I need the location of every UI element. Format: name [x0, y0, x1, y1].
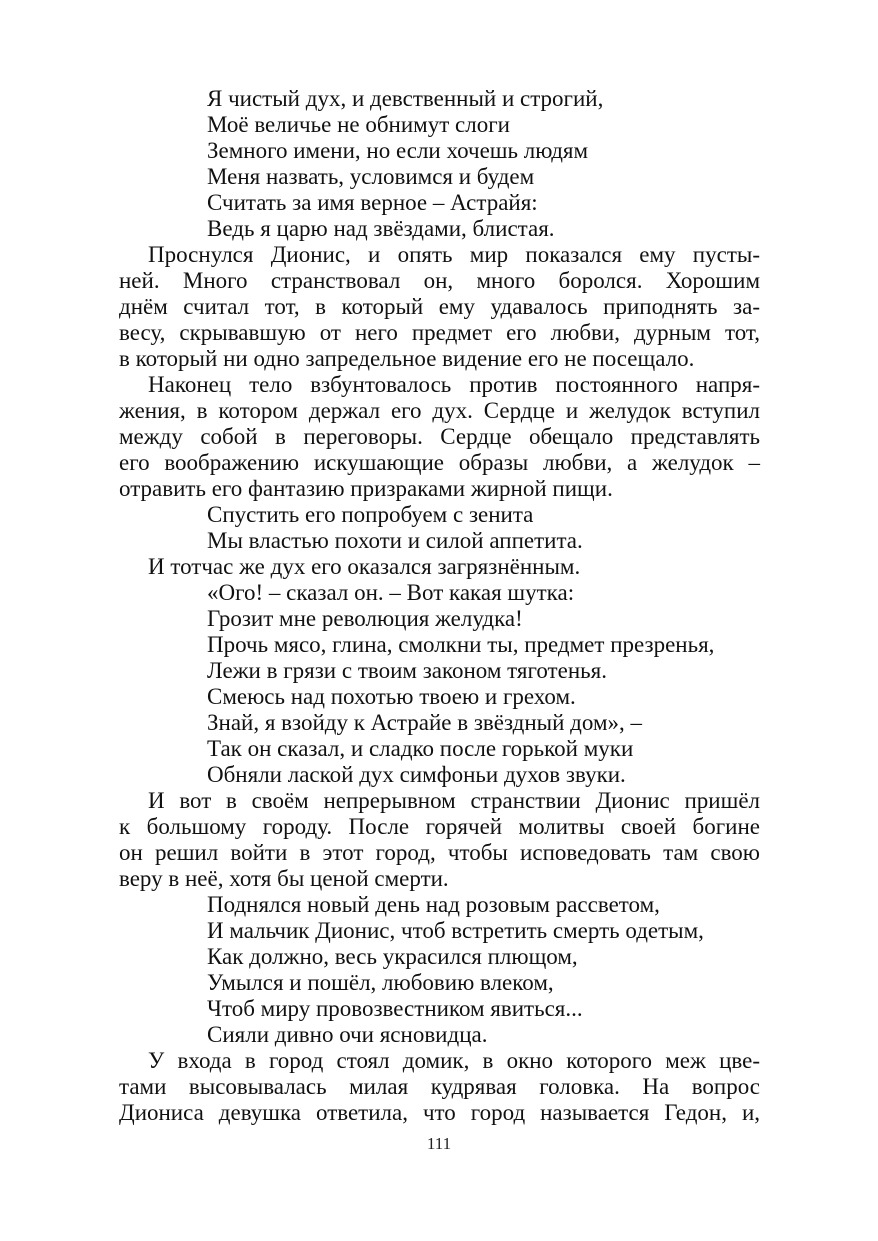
prose-line: днём считал тот, в который ему удавалось приподнять за- [119, 294, 760, 319]
verse-line: Грозит мне революция желудка! [207, 606, 523, 631]
prose-line: жения, в котором держал его дух. Сердце и желудок вступил [119, 398, 760, 423]
prose-line: его воображению искушающие образы любви, а желудок – [119, 450, 760, 475]
prose-line: отравить его фантазию призраками жирной пищи. [119, 476, 613, 501]
verse-line: Чтоб миру провозвестником явиться... [207, 996, 583, 1021]
prose-line: Наконец тело взбунтовалось против постоянного напря- [148, 372, 760, 397]
verse-line: Я чистый дух, и девственный и строгий, [207, 86, 604, 111]
prose-line: Проснулся Дионис, и опять мир показался ему пусты- [148, 242, 760, 267]
prose-line: У входа в город стоял домик, в окно которого меж цве- [148, 1048, 760, 1073]
verse-line: Прочь мясо, глина, смолкни ты, предмет презренья, [207, 632, 715, 657]
verse-line: Сияли дивно очи ясновидца. [207, 1022, 488, 1047]
verse-line: Меня назвать, условимся и будем [207, 164, 535, 189]
prose-line: тами высовывалась милая кудрявая головка. На вопрос [119, 1074, 760, 1099]
verse-line: Считать за имя верное – Астрайя: [207, 190, 538, 215]
prose-line: И вот в своём непрерывном странствии Дионис пришёл [148, 788, 760, 813]
page-number: 111 [426, 1134, 452, 1153]
prose-line: в который ни одно запредельное видение его не посещало. [119, 346, 695, 371]
prose-line: между собой в переговоры. Сердце обещало представлять [119, 424, 760, 449]
verse-line: Поднялся новый день над розовым рассветом, [207, 892, 660, 917]
verse-line: Мы властью похоти и силой аппетита. [207, 528, 583, 553]
prose-line: к большому городу. После горячей молитвы своей богине [119, 814, 760, 839]
verse-line: «Ого! – сказал он. – Вот какая шутка: [207, 580, 575, 605]
prose-line: он решил войти в этот город, чтобы исповедовать там свою [119, 840, 760, 865]
verse-line: Как должно, весь украсился плющом, [207, 944, 578, 969]
verse-line: Так он сказал, и сладко после горькой муки [207, 736, 634, 761]
prose-line: ней. Много странствовал он, много боролся. Хорошим [119, 268, 760, 293]
verse-line: Знай, я взойду к Астрайе в звёздный дом», – [207, 710, 643, 735]
verse-line: Обняли лаской дух симфоньи духов звуки. [207, 762, 626, 787]
prose-line: И тотчас же дух его оказался загрязнённым. [148, 554, 581, 579]
page-text [119, 86, 760, 1126]
verse-line: Земного имени, но если хочешь людям [207, 138, 589, 163]
verse-line: Смеюсь над похотью твоею и грехом. [207, 684, 576, 709]
prose-line: веру в неё, хотя бы ценой смерти. [119, 866, 449, 891]
verse-line: Спустить его попробуем с зенита [207, 502, 534, 527]
verse-line: Ведь я царю над звёздами, блистая. [207, 216, 555, 241]
prose-line: весу, скрывавшую от него предмет его любви, дурным тот, [119, 320, 760, 345]
prose-line: Диониса девушка ответила, что город называется Гедон, и, [119, 1100, 760, 1125]
verse-line: Моё величье не обнимут слоги [207, 112, 510, 137]
verse-line: И мальчик Дионис, чтоб встретить смерть одетым, [207, 918, 704, 943]
verse-line: Умылся и пошёл, любовию влеком, [207, 970, 554, 995]
verse-line: Лежи в грязи с твоим законом тяготенья. [207, 658, 607, 683]
